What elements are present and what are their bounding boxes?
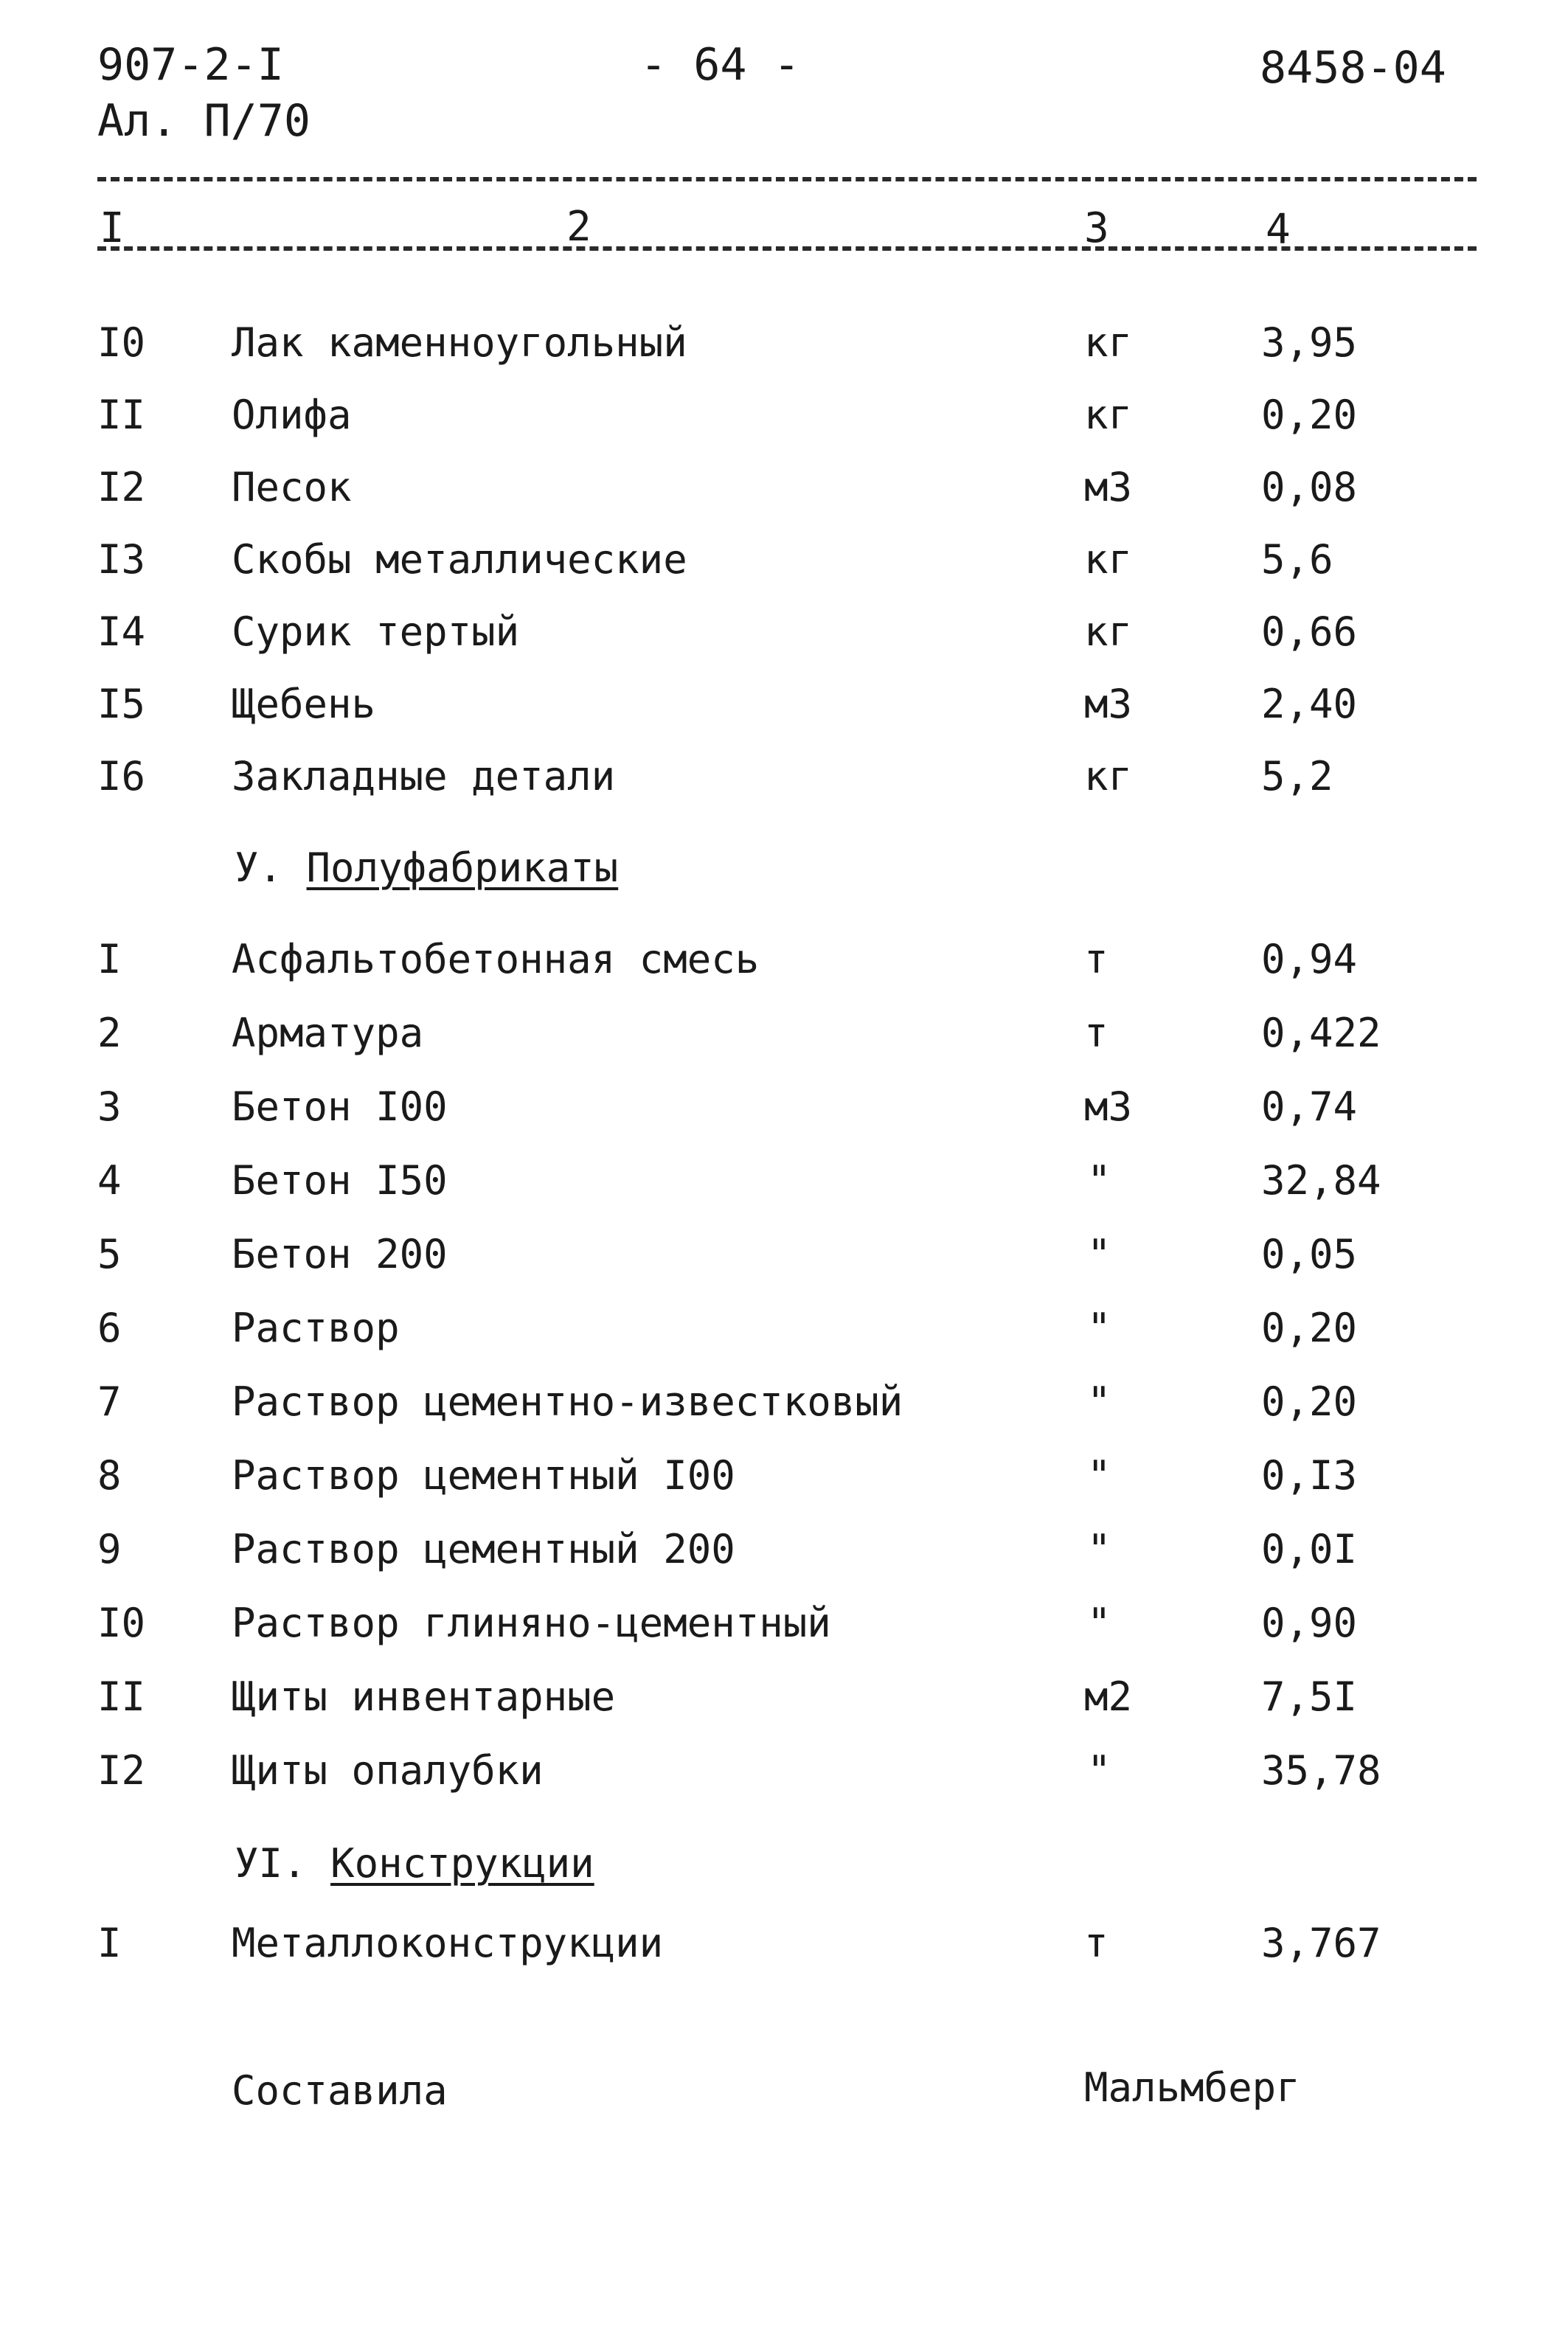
row-unit: " (1087, 1452, 1111, 1499)
row-name: Раствор цементный I00 (232, 1452, 735, 1499)
row-unit: " (1087, 1526, 1111, 1572)
row-unit: " (1087, 1157, 1111, 1204)
document-code: 907-2-I (97, 39, 284, 91)
sheet-code: 8458-04 (1260, 42, 1446, 94)
row-quantity: 2,40 (1261, 681, 1358, 727)
row-name: Песок (232, 464, 352, 510)
section-heading-constructions (235, 1840, 594, 1887)
page-number: - 64 - (640, 39, 800, 91)
row-unit: " (1087, 1305, 1111, 1351)
row-name: Щиты опалубки (232, 1747, 544, 1794)
album-label: Ал. П/70 (97, 95, 311, 147)
row-unit: кг (1084, 319, 1133, 366)
row-name: Щебень (232, 681, 376, 727)
column-number-3: 3 (1084, 204, 1109, 252)
row-quantity: 0,20 (1261, 392, 1358, 438)
row-number: I (97, 1920, 122, 1966)
row-unit: кг (1084, 608, 1133, 655)
row-quantity: 0,08 (1261, 464, 1358, 510)
row-name: Бетон I50 (232, 1157, 448, 1204)
row-name: Раствор (232, 1305, 400, 1351)
row-number: I6 (97, 753, 146, 799)
row-number: II (97, 392, 146, 438)
row-number: II (97, 1673, 146, 1720)
row-unit: т (1084, 936, 1109, 982)
header-rule-bottom (97, 246, 1477, 251)
row-quantity: 0,0I (1261, 1526, 1358, 1572)
row-quantity: 35,78 (1261, 1747, 1381, 1794)
row-unit: м3 (1084, 681, 1133, 727)
column-number-1: I (100, 204, 125, 252)
row-quantity: 0,20 (1261, 1378, 1358, 1425)
section-number: УI. (235, 1840, 307, 1887)
compiled-by-label: Составила (232, 2067, 448, 2114)
row-unit: т (1084, 1920, 1109, 1966)
section-heading-semifinished (235, 844, 619, 891)
row-name: Бетон 200 (232, 1231, 448, 1277)
row-quantity: 32,84 (1261, 1157, 1381, 1204)
row-quantity: 0,20 (1261, 1305, 1358, 1351)
row-quantity: 0,422 (1261, 1010, 1381, 1056)
row-quantity: 0,I3 (1261, 1452, 1358, 1499)
row-number: 4 (97, 1157, 122, 1204)
row-unit: т (1084, 1010, 1109, 1056)
row-number: 8 (97, 1452, 122, 1499)
row-quantity: 3,95 (1261, 319, 1358, 366)
row-unit: м2 (1084, 1673, 1133, 1720)
row-number: I3 (97, 536, 146, 583)
row-unit: кг (1084, 536, 1133, 583)
row-name: Скобы металлические (232, 536, 687, 583)
row-number: I4 (97, 608, 146, 655)
row-number: I0 (97, 319, 146, 366)
row-number: I0 (97, 1600, 146, 1646)
row-unit: м3 (1084, 464, 1133, 510)
row-name: Сурик тертый (232, 608, 520, 655)
row-quantity: 0,66 (1261, 608, 1358, 655)
row-name: Бетон I00 (232, 1083, 448, 1130)
row-number: I2 (97, 464, 146, 510)
section-title: Конструкции (330, 1840, 594, 1887)
row-number: I2 (97, 1747, 146, 1794)
row-quantity: 0,05 (1261, 1231, 1358, 1277)
row-unit: " (1087, 1600, 1111, 1646)
row-quantity: 0,74 (1261, 1083, 1358, 1130)
row-name: Раствор глиняно-цементный (232, 1600, 831, 1646)
row-number: 5 (97, 1231, 122, 1277)
row-unit: кг (1084, 392, 1133, 438)
row-unit: " (1087, 1231, 1111, 1277)
compiled-by-name: Мальмберг (1084, 2064, 1300, 2111)
row-number: 3 (97, 1083, 122, 1130)
row-number: I5 (97, 681, 146, 727)
row-quantity: 5,2 (1261, 753, 1333, 799)
row-unit: " (1087, 1747, 1111, 1794)
row-unit: " (1087, 1378, 1111, 1425)
row-name: Лак каменноугольный (232, 319, 687, 366)
row-quantity: 0,90 (1261, 1600, 1358, 1646)
row-number: 6 (97, 1305, 122, 1351)
row-name: Раствор цементный 200 (232, 1526, 735, 1572)
row-quantity: 0,94 (1261, 936, 1358, 982)
row-quantity: 3,767 (1261, 1920, 1381, 1966)
row-number: 9 (97, 1526, 122, 1572)
header-rule-top (97, 177, 1477, 181)
row-unit: м3 (1084, 1083, 1133, 1130)
row-name: Закладные детали (232, 753, 616, 799)
row-number: 7 (97, 1378, 122, 1425)
row-number: I (97, 936, 122, 982)
section-number: У. (235, 844, 283, 891)
row-name: Металлоконструкции (232, 1920, 664, 1966)
row-number: 2 (97, 1010, 122, 1056)
row-name: Раствор цементно-известковый (232, 1378, 903, 1425)
row-quantity: 5,6 (1261, 536, 1333, 583)
column-number-2: 2 (566, 203, 592, 251)
row-name: Асфальтобетонная смесь (232, 936, 760, 982)
section-title: Полуфабрикаты (306, 844, 619, 891)
row-quantity: 7,5I (1261, 1673, 1358, 1720)
row-unit: кг (1084, 753, 1133, 799)
row-name: Арматура (232, 1010, 424, 1056)
column-number-4: 4 (1266, 206, 1291, 254)
row-name: Олифа (232, 392, 352, 438)
row-name: Щиты инвентарные (232, 1673, 616, 1720)
